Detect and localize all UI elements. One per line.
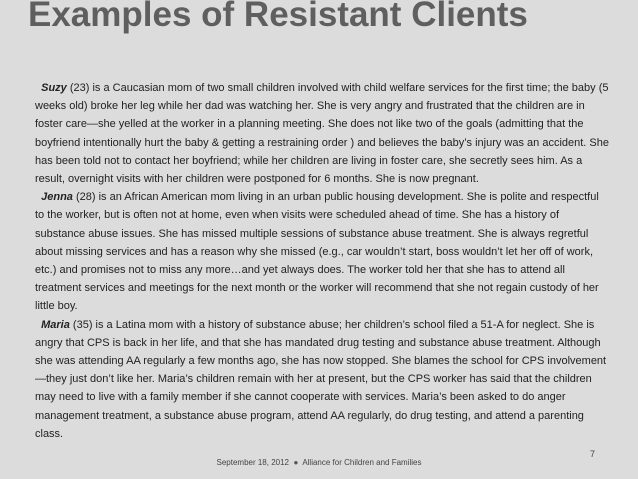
case-paragraph-suzy [35,79,610,188]
page-number: 7 [590,449,596,459]
case-text-jenna: (28) is an African American mom living in an urban public housing development. She is polite and respectful to the worker, but is often not at home, even when visits were scheduled ahead of time. She has a history of substance abuse issues. She has missed multiple sessions of substance abuse treatment. She is always regretful about missing services and has a reason why she missed (e.g., car wouldn’t start, boss wouldn’t let her off of work, etc.) and promises not to miss any more…and yet always does. The worker told her that she has to attend all treatment services and meetings for the next month or the worker will recommend that she not regain custody of her little boy. [35,191,599,313]
case-name-jenna: Jenna [41,191,73,204]
case-paragraph-jenna [35,188,610,315]
slide-footer [0,458,638,467]
footer-organization: Alliance for Children and Families [302,458,422,467]
footer-separator: ● [293,458,299,467]
footer-date: September 18, 2012 [216,458,289,467]
case-name-suzy: Suzy [41,82,67,94]
case-paragraph-maria [35,316,610,443]
slide-title: Examples of Resistant Clients [28,0,528,34]
slide-body [35,79,610,443]
case-text-maria: (35) is a Latina mom with a history of substance abuse; her children’s school filed a 51-A for neglect. She is angry that CPS is back in her life, and that she has mandated drug testing and substance abuse treatment. Although she was attending AA regularly a few months ago, she has now stopped. She blames the school for CPS involvement—they just don’t like her. Maria’s children remain with her at present, but the CPS worker has said that the children may need to live with a family member if she cannot cooperate with services. Maria’s been asked to do anger management treatment, a substance abuse program, attend AA regularly, do drug testing, and attend a parenting class. [35,318,607,440]
case-name-maria: Maria [41,318,70,331]
case-text-suzy: (23) is a Caucasian mom of two small children involved with child welfare services for the first time; the baby (5 weeks old) broke her leg while her dad was watching her. She is very angry and frustrated that the children are in foster care—she yelled at the worker in a planning meeting. She does not like two of the goals (admitting that the boyfriend intentionally hurt the baby & getting a restraining order ) and believes the baby’s injury was an accident. She has been told not to contact her boyfriend; while her children are living in foster care, she secretly sees him. As a result, overnight visits with her children were postponed for 6 months. She is now pregnant. [35,82,609,186]
